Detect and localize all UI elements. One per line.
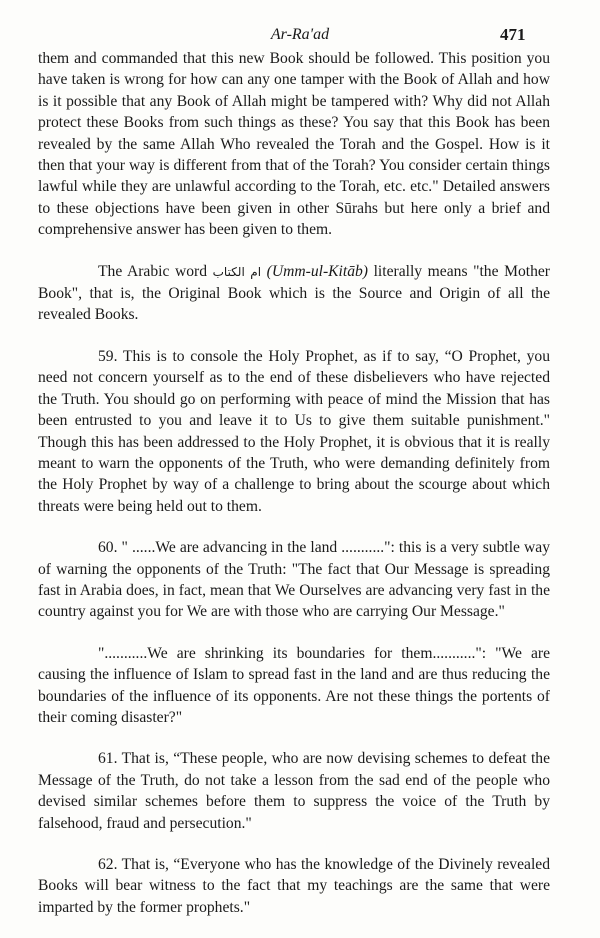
text: literally means "the Mother Book", that is, the Original Book which is the Source and Origin of all the revealed Books. <box>38 262 550 324</box>
paragraph-arabic-word <box>38 261 550 326</box>
page-body <box>38 48 550 938</box>
note-60-continued: "...........We are shrinking its boundaries for them...........": "We are causing the influence of Islam to spread fast in the land and are thus reducing the boundaries of the influence of its opponents. Are not these things the portents of their coming disaster?" <box>38 644 550 726</box>
running-header-title: Ar-Ra'ad <box>270 26 330 43</box>
paragraph-continuation: them and commanded that this new Book should be followed. This position you have taken is wrong for how can any one tamper with the Book of Allah and how is it possible that any Book of Allah might be tampered with? Why did not Allah protect these Books from such things as these? You say that this Book has been revealed by the same Allah Who revealed the Torah and the Gospel. How is it then that your way is different from that of the Torah? You consider certain things lawful while they are unlawful according to the Torah, etc. etc." Detailed answers to these objections have been given in other Sūrahs but here only a brief and comprehensive answer has been given to them. <box>38 50 550 239</box>
note-61: 61. That is, “These people, who are now devising schemes to defeat the Message of the Truth, do not take a lesson from the sad end of the people who devised similar schemes before them to suppress the voice of the Truth by falsehood, fraud and persecution." <box>38 750 550 832</box>
note-59: 59. This is to console the Holy Prophet, as if to say, “O Prophet, you need not concern yourself as to the end of these disbelievers who have rejected the Truth. You should go on performing with peace of mind the Mission that has been entrusted to you and leave it to Us to give them suitable punishment." Though this has been addressed to the Holy Prophet, it is obvious that it is really meant to warn the opponents of the Truth, who were demanding definitely from the Holy Prophet by way of a challenge to bring about the scourge about which threats were being held out to them. <box>38 347 550 515</box>
page-number: 471 <box>500 25 526 44</box>
arabic-term: ام الكتاب <box>212 264 262 279</box>
note-60: 60. " ......We are advancing in the land ...........": this is a very subtle way of warning the opponents of the Truth: "The fact that Our Message is spreading fast in Arabia does, in fact, mean that We Ourselves are advancing very fast in the country against you for We are with those who are carrying Our Message." <box>38 539 550 621</box>
transliteration: (Umm-ul-Kitāb) <box>266 262 369 280</box>
text: The Arabic word <box>98 262 213 280</box>
note-62: 62. That is, “Everyone who has the knowledge of the Divinely revealed Books will bear witness to the fact that my teachings are the same that were imparted by the former prophets." <box>38 856 550 916</box>
